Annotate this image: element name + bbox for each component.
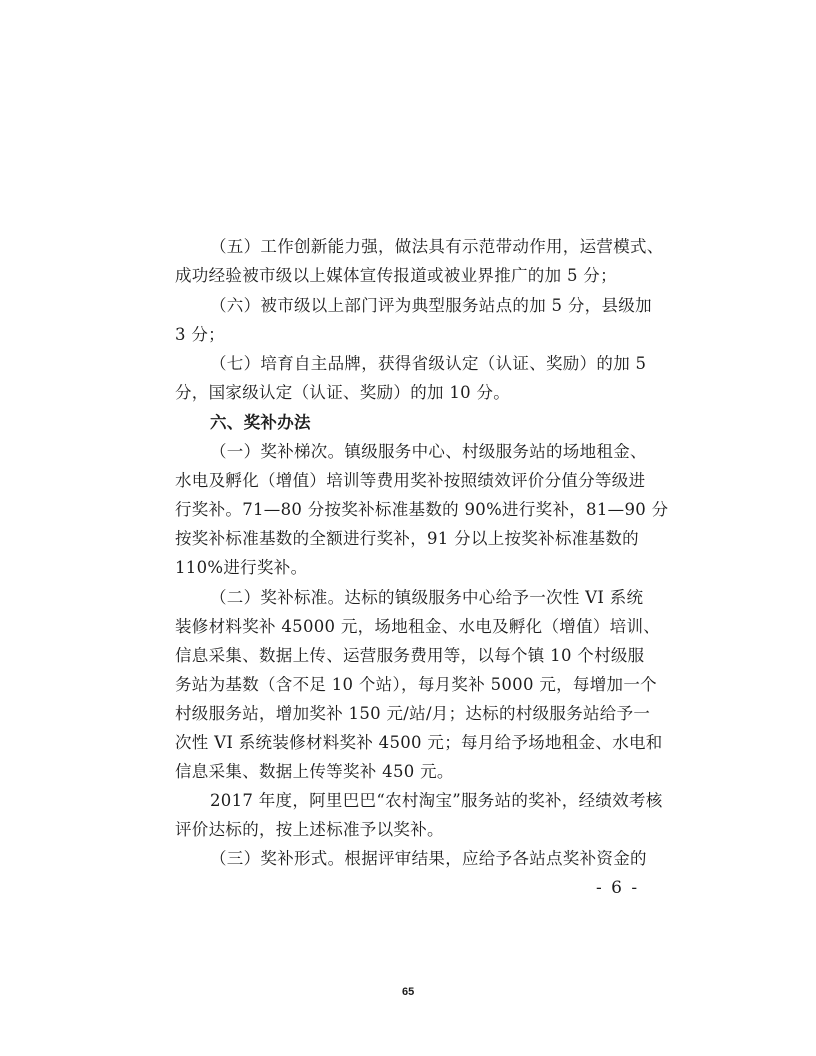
paragraph-line: 信息采集、数据上传等奖补 450 元。 bbox=[175, 762, 454, 781]
section-heading: 六、奖补办法 bbox=[210, 413, 311, 432]
paragraph-line: 次性 VI 系统装修材料奖补 4500 元；每月给予场地租金、水电和 bbox=[175, 733, 663, 752]
paragraph-line: 装修材料奖补 45000 元，场地租金、水电及孵化（增值）培训、 bbox=[175, 617, 661, 636]
paragraph-line: 评价达标的，按上述标准予以奖补。 bbox=[175, 820, 444, 839]
paragraph-line: 成功经验被市级以上媒体宣传报道或被业界推广的加 5 分； bbox=[175, 266, 617, 285]
paragraph-line: （六）被市级以上部门评为典型服务站点的加 5 分，县级加 bbox=[210, 296, 652, 315]
page-footer-number: - 6 - bbox=[596, 878, 640, 898]
paragraph-line: 3 分； bbox=[175, 325, 225, 344]
paragraph-line: 务站为基数（含不足 10 个站），每月奖补 5000 元，每增加一个 bbox=[175, 675, 657, 694]
paragraph-line: 110%进行奖补。 bbox=[175, 558, 308, 577]
paragraph-line: （二）奖补标准。达标的镇级服务中心给予一次性 VI 系统 bbox=[210, 588, 644, 607]
paragraph-line: （一）奖补梯次。镇级服务中心、村级服务站的场地租金、 bbox=[210, 442, 647, 461]
paragraph-line: 村级服务站，增加奖补 150 元/站/月；达标的村级服务站给予一 bbox=[175, 704, 651, 723]
paragraph-line: （三）奖补形式。根据评审结果，应给予各站点奖补资金的 bbox=[210, 849, 647, 868]
paragraph-line: 水电及孵化（增值）培训等费用奖补按照绩效评价分值分等级进 bbox=[175, 471, 646, 490]
paragraph-line: 分，国家级认定（认证、奖励）的加 10 分。 bbox=[175, 383, 511, 402]
paragraph-line: （七）培育自主品牌，获得省级认定（认证、奖励）的加 5 bbox=[210, 354, 647, 373]
paragraph-line: （五）工作创新能力强，做法具有示范带动作用，运营模式、 bbox=[210, 237, 664, 256]
paragraph-line: 行奖补。71—80 分按奖补标准基数的 90%进行奖补，81—90 分 bbox=[175, 500, 669, 519]
paragraph-line: 信息采集、数据上传、运营服务费用等，以每个镇 10 个村级服 bbox=[175, 646, 645, 665]
paragraph-line: 2017 年度，阿里巴巴“农村淘宝”服务站的奖补，经绩效考核 bbox=[210, 791, 663, 810]
scan-page-number: 65 bbox=[402, 986, 415, 998]
paragraph-line: 按奖补标准基数的全额进行奖补，91 分以上按奖补标准基数的 bbox=[175, 529, 639, 548]
